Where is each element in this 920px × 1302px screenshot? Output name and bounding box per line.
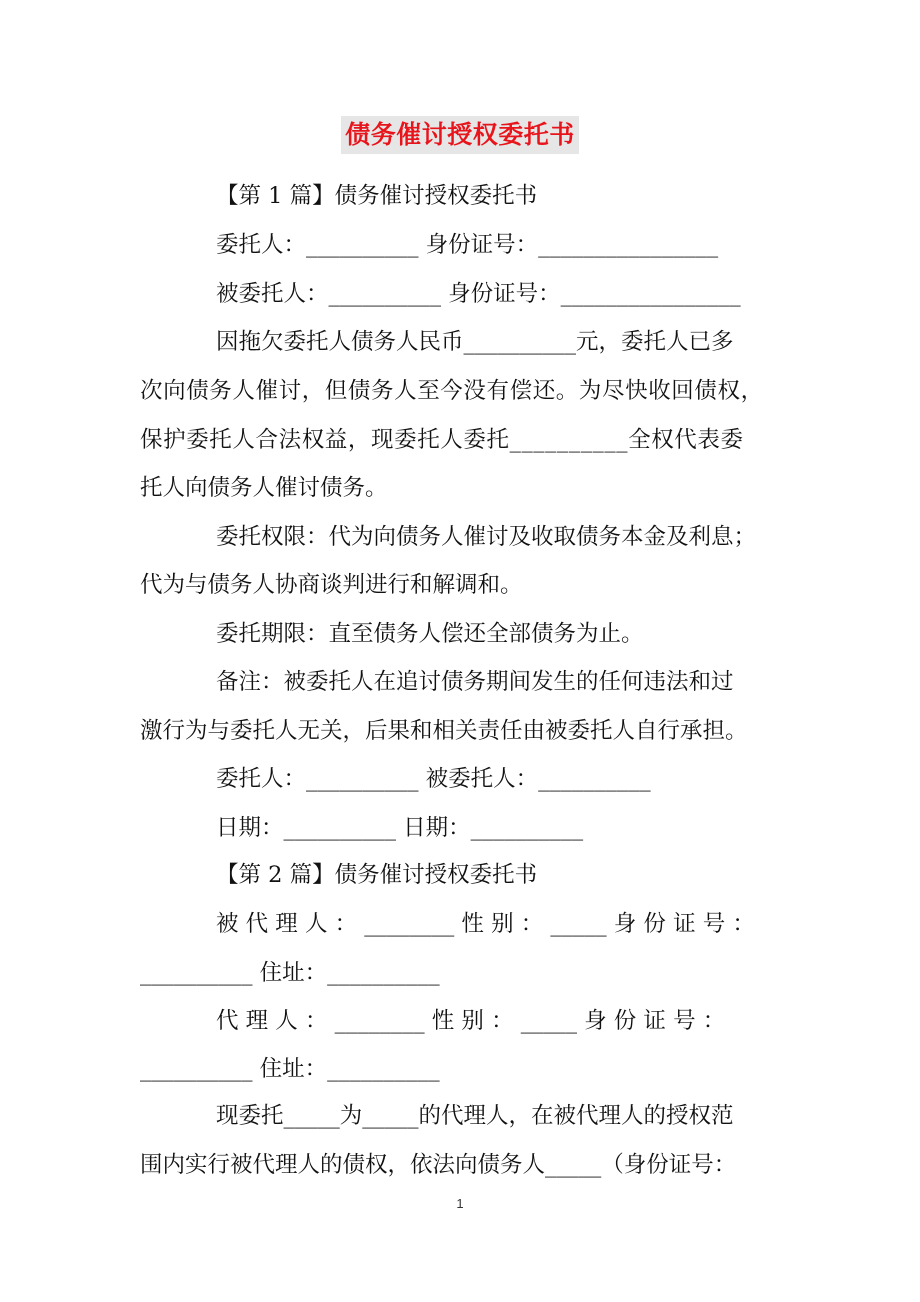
agent-info-line: 代 理 人 ： ________ 性 别 ： _____ 身 份 证 号 ：	[216, 1008, 726, 1034]
note-line: 备注：被委托人在追讨债务期间发生的任何违法和过	[216, 669, 734, 695]
date-line: 日期：__________ 日期：__________	[216, 815, 584, 841]
section-heading-2: 【第 2 篇】债务催讨授权委托书	[216, 862, 538, 888]
term-line: 委托期限：直至债务人偿还全部债务为止。	[216, 621, 644, 647]
page-number: 1	[456, 1196, 464, 1211]
authority-line: 代为与债务人协商谈判进行和解调和。	[140, 572, 523, 598]
section-heading-1: 【第 1 篇】债务催讨授权委托书	[216, 183, 538, 209]
paragraph-line: 次向债务人催讨，但债务人至今没有偿还。为尽快收回债权，	[140, 378, 764, 404]
paragraph-line: 因拖欠委托人债务人民币__________元，委托人已多	[216, 329, 734, 355]
principal-address-line: __________ 住址：__________	[140, 960, 440, 986]
paragraph-line: 保护委托人合法权益，现委托人委托__________全权代表委	[140, 427, 744, 453]
authority-line: 委托权限：代为向债务人催讨及收取债务本金及利息；	[216, 524, 757, 550]
note-line: 激行为与委托人无关，后果和相关责任由被委托人自行承担。	[140, 718, 748, 744]
agent-line: 被委托人：__________ 身份证号：________________	[216, 281, 741, 307]
principal-line: 委托人：__________ 身份证号：________________	[216, 232, 719, 258]
document-title: 债务催讨授权委托书	[341, 116, 579, 154]
principal-info-line: 被 代 理 人 ： ________ 性 别 ： _____ 身 份 证 号 ：	[216, 911, 755, 937]
paragraph-line: 围内实行被代理人的债权，依法向债务人_____（身份证号：	[140, 1152, 737, 1178]
title-container	[0, 116, 920, 154]
paragraph-line: 现委托_____为_____的代理人，在被代理人的授权范	[216, 1103, 734, 1129]
agent-address-line: __________ 住址：__________	[140, 1056, 440, 1082]
paragraph-line: 托人向债务人催讨债务。	[140, 475, 388, 501]
signature-line: 委托人：__________ 被委托人：__________	[216, 766, 651, 792]
